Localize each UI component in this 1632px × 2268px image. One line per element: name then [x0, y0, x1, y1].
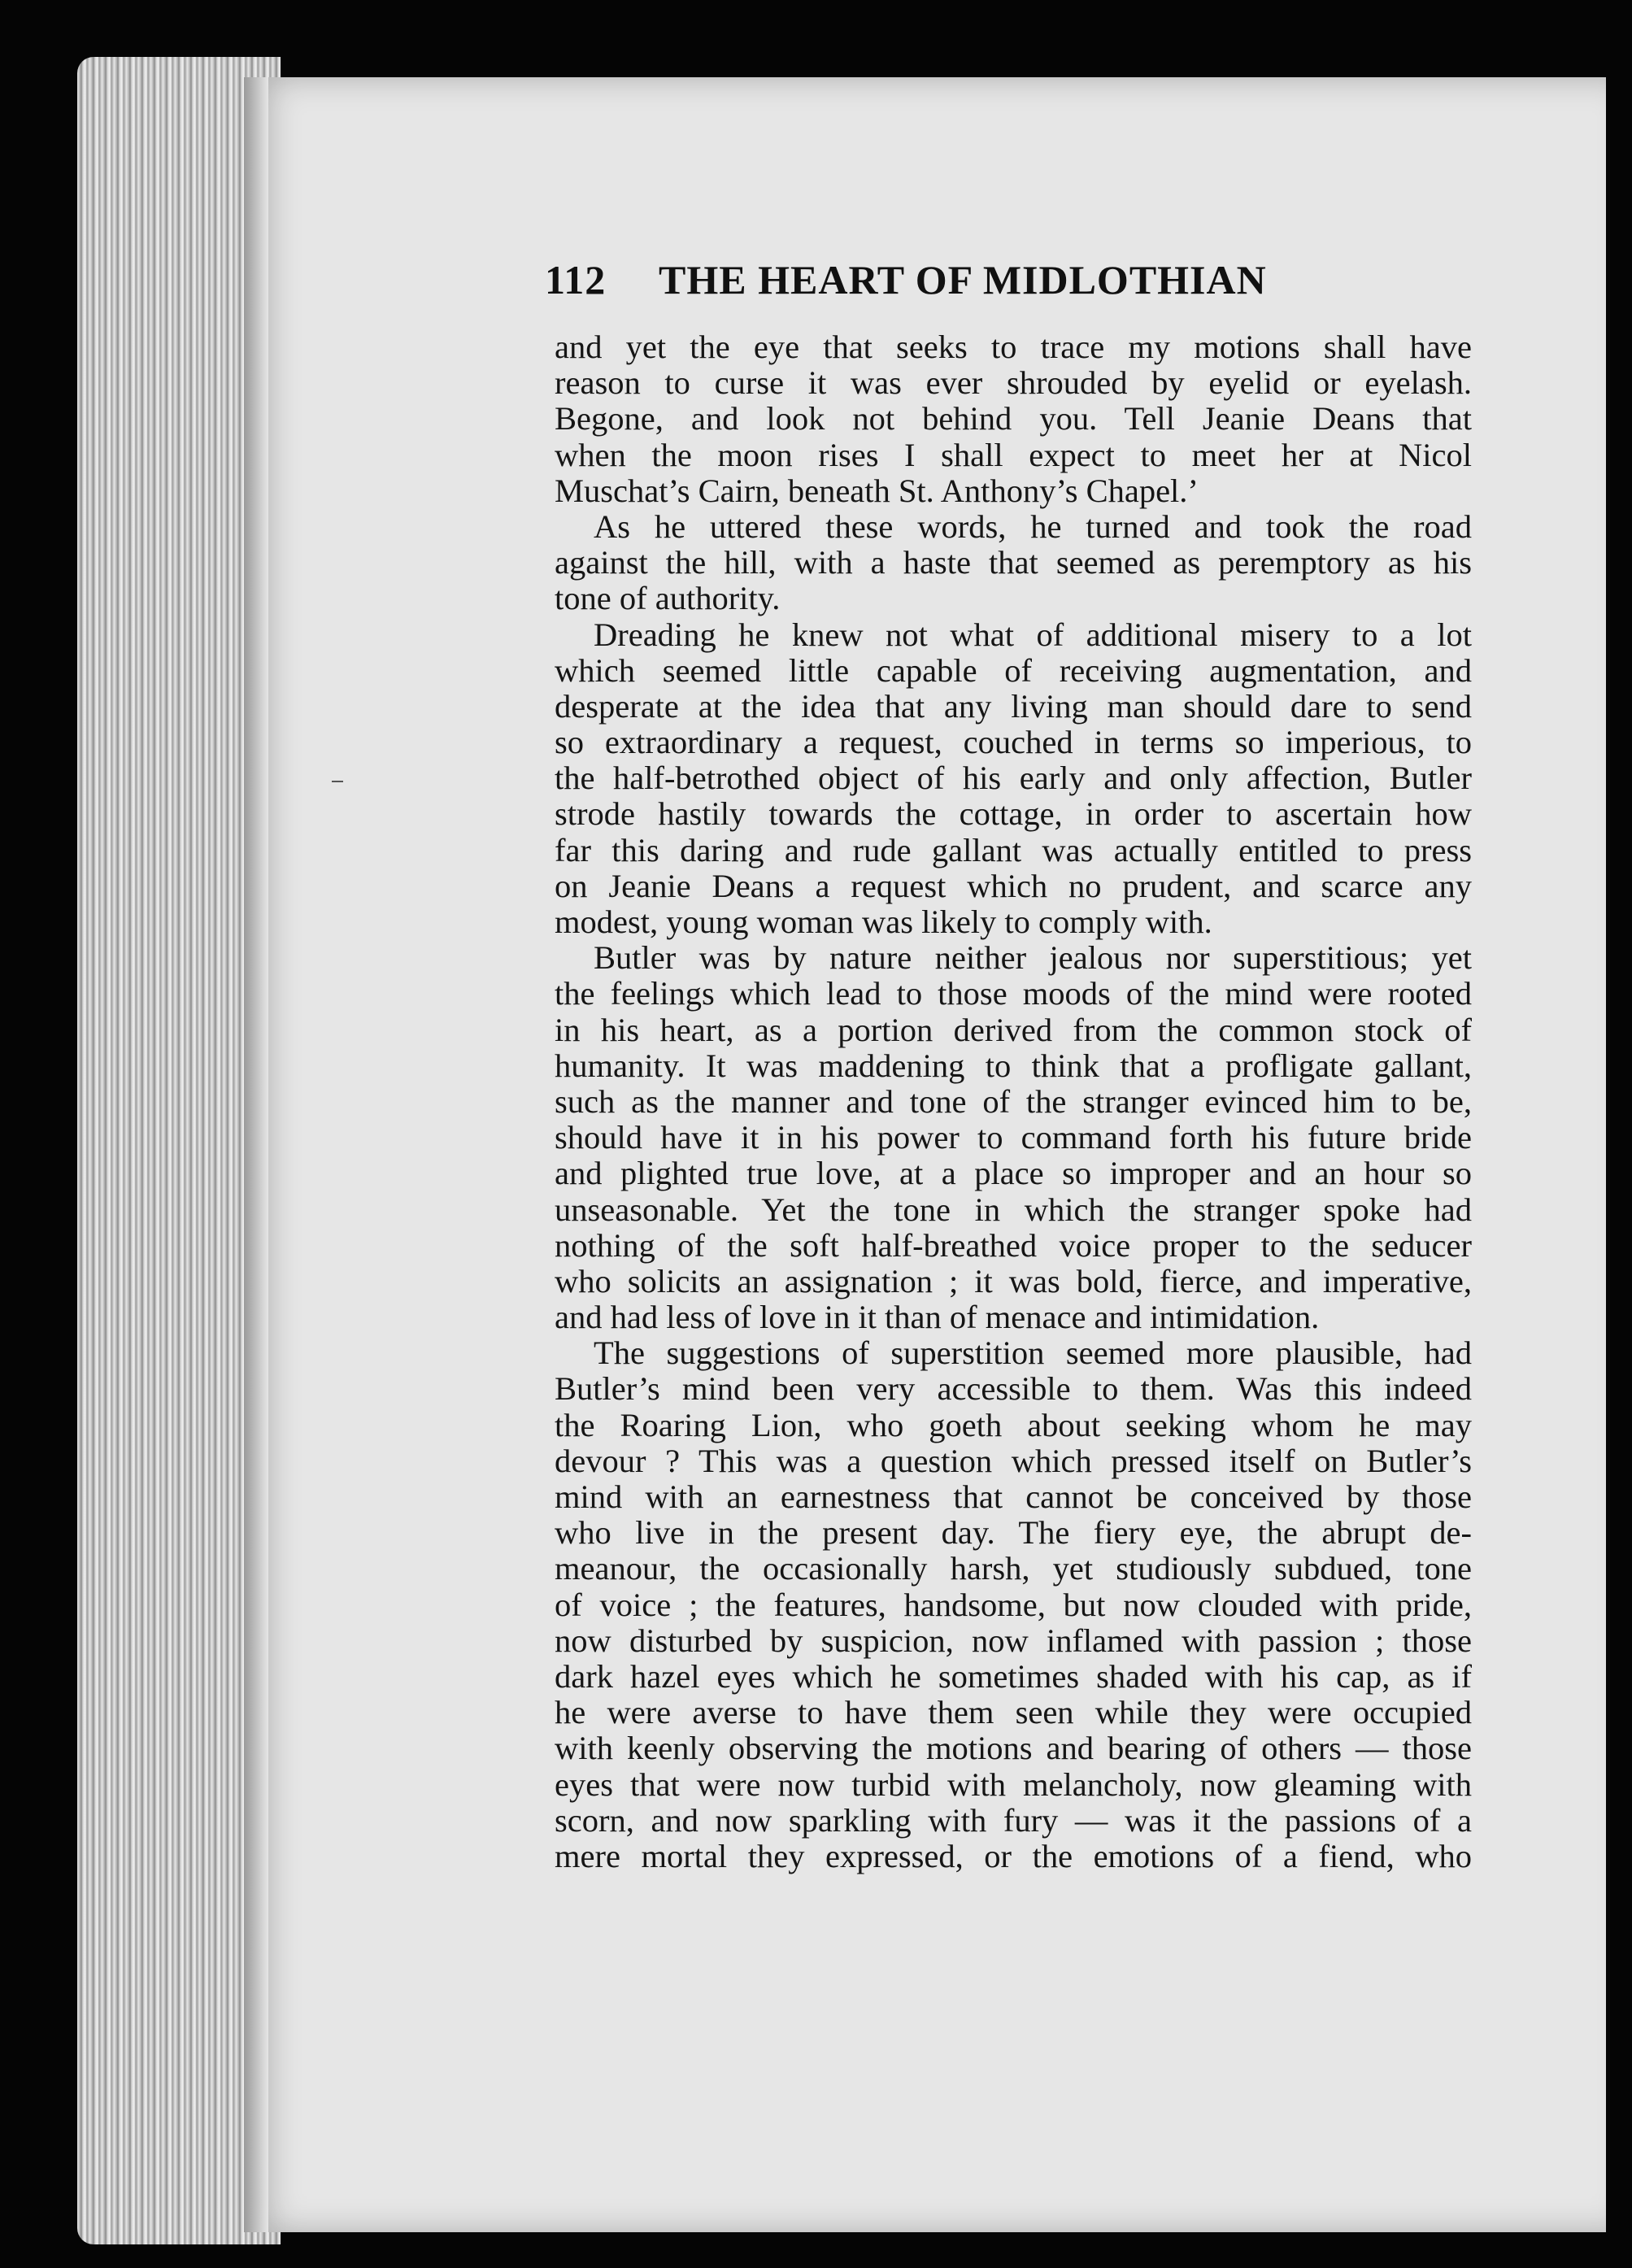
- text-line: against the hill, with a haste that seemed as peremptory as his: [555, 545, 1472, 581]
- text-line: modest, young woman was likely to comply with.: [555, 904, 1212, 940]
- text-line: the Roaring Lion, who goeth about seeking whom he may: [555, 1407, 1472, 1443]
- text-line: so extraordinary a request, couched in terms so imperious, to: [555, 725, 1472, 761]
- text-line: and plighted true love, at a place so improper and an hour so: [555, 1156, 1472, 1192]
- text-line: the half-betrothed object of his early and only affection, Butler: [555, 760, 1472, 797]
- page-number: 112: [545, 257, 607, 303]
- text-line: of voice ; the features, handsome, but now clouded with pride,: [555, 1587, 1472, 1623]
- running-title: THE HEART OF MIDLOTHIAN: [659, 257, 1267, 303]
- body-text: [555, 329, 1472, 1874]
- stray-mark: [332, 781, 343, 782]
- text-line: should have it in his power to command forth his future bride: [555, 1120, 1472, 1156]
- text-line: Muschat’s Cairn, beneath St. Anthony’s Chapel.’: [555, 472, 1199, 509]
- text-line: devour ? This was a question which pressed itself on Butler’s: [555, 1443, 1472, 1479]
- text-line: who live in the present day. The fiery eye, the abrupt de-: [555, 1515, 1472, 1552]
- text-line: tone of authority.: [555, 581, 781, 617]
- text-line: Begone, and look not behind you. Tell Jeanie Deans that: [555, 401, 1472, 437]
- text-line: mere mortal they expressed, or the emotions of a fiend, who: [555, 1838, 1472, 1874]
- text-line: Dreading he knew not what of additional misery to a lot: [594, 616, 1472, 653]
- text-line: strode hastily towards the cottage, in order to ascertain how: [555, 796, 1472, 833]
- text-line: unseasonable. Yet the tone in which the stranger spoke had: [555, 1191, 1472, 1228]
- running-head: [545, 256, 1399, 305]
- text-line: As he uttered these words, he turned and took the road: [594, 508, 1472, 545]
- text-line: and had less of love in it than of menace and intimidation.: [555, 1299, 1320, 1336]
- text-line: meanour, the occasionally harsh, yet studiously subdued, tone: [555, 1551, 1472, 1587]
- text-line: scorn, and now sparkling with fury — was it the passions of a: [555, 1802, 1472, 1839]
- text-line: now disturbed by suspicion, now inflamed with passion ; those: [555, 1622, 1472, 1659]
- text-line: who solicits an assignation ; it was bold, fierce, and imperative,: [555, 1263, 1472, 1299]
- text-line: desperate at the idea that any living man should dare to send: [555, 688, 1472, 725]
- text-line: The suggestions of superstition seemed more plausible, had: [594, 1335, 1472, 1372]
- text-line: such as the manner and tone of the stranger evinced him to be,: [555, 1083, 1472, 1120]
- text-line: dark hazel eyes which he sometimes shaded with his cap, as if: [555, 1658, 1472, 1695]
- text-line: humanity. It was maddening to think that a profligate gallant,: [555, 1047, 1472, 1084]
- text-line: reason to curse it was ever shrouded by eyelid or eyelash.: [555, 365, 1472, 402]
- gutter-shadow: [244, 77, 268, 2232]
- text-line: which seemed little capable of receiving augmentation, and: [555, 652, 1472, 689]
- text-line: in his heart, as a portion derived from the common stock of: [555, 1012, 1472, 1048]
- text-line: the feelings which lead to those moods of the mind were rooted: [555, 976, 1472, 1012]
- text-line: far this daring and rude gallant was actually entitled to press: [555, 832, 1472, 868]
- text-line: on Jeanie Deans a request which no prudent, and scarce any: [555, 868, 1472, 904]
- text-line: Butler was by nature neither jealous nor superstitious; yet: [594, 940, 1472, 977]
- text-line: mind with an earnestness that cannot be conceived by those: [555, 1479, 1472, 1515]
- text-line: when the moon rises I shall expect to meet her at Nicol: [555, 437, 1472, 473]
- text-line: Butler’s mind been very accessible to them. Was this indeed: [555, 1371, 1472, 1408]
- text-line: he were averse to have them seen while they were occupied: [555, 1695, 1472, 1731]
- text-line: and yet the eye that seeks to trace my motions shall have: [555, 329, 1472, 365]
- text-line: eyes that were now turbid with melancholy, now gleaming with: [555, 1766, 1472, 1803]
- text-line: with keenly observing the motions and bearing of others — those: [555, 1730, 1472, 1767]
- text-line: nothing of the soft half-breathed voice proper to the seducer: [555, 1227, 1472, 1264]
